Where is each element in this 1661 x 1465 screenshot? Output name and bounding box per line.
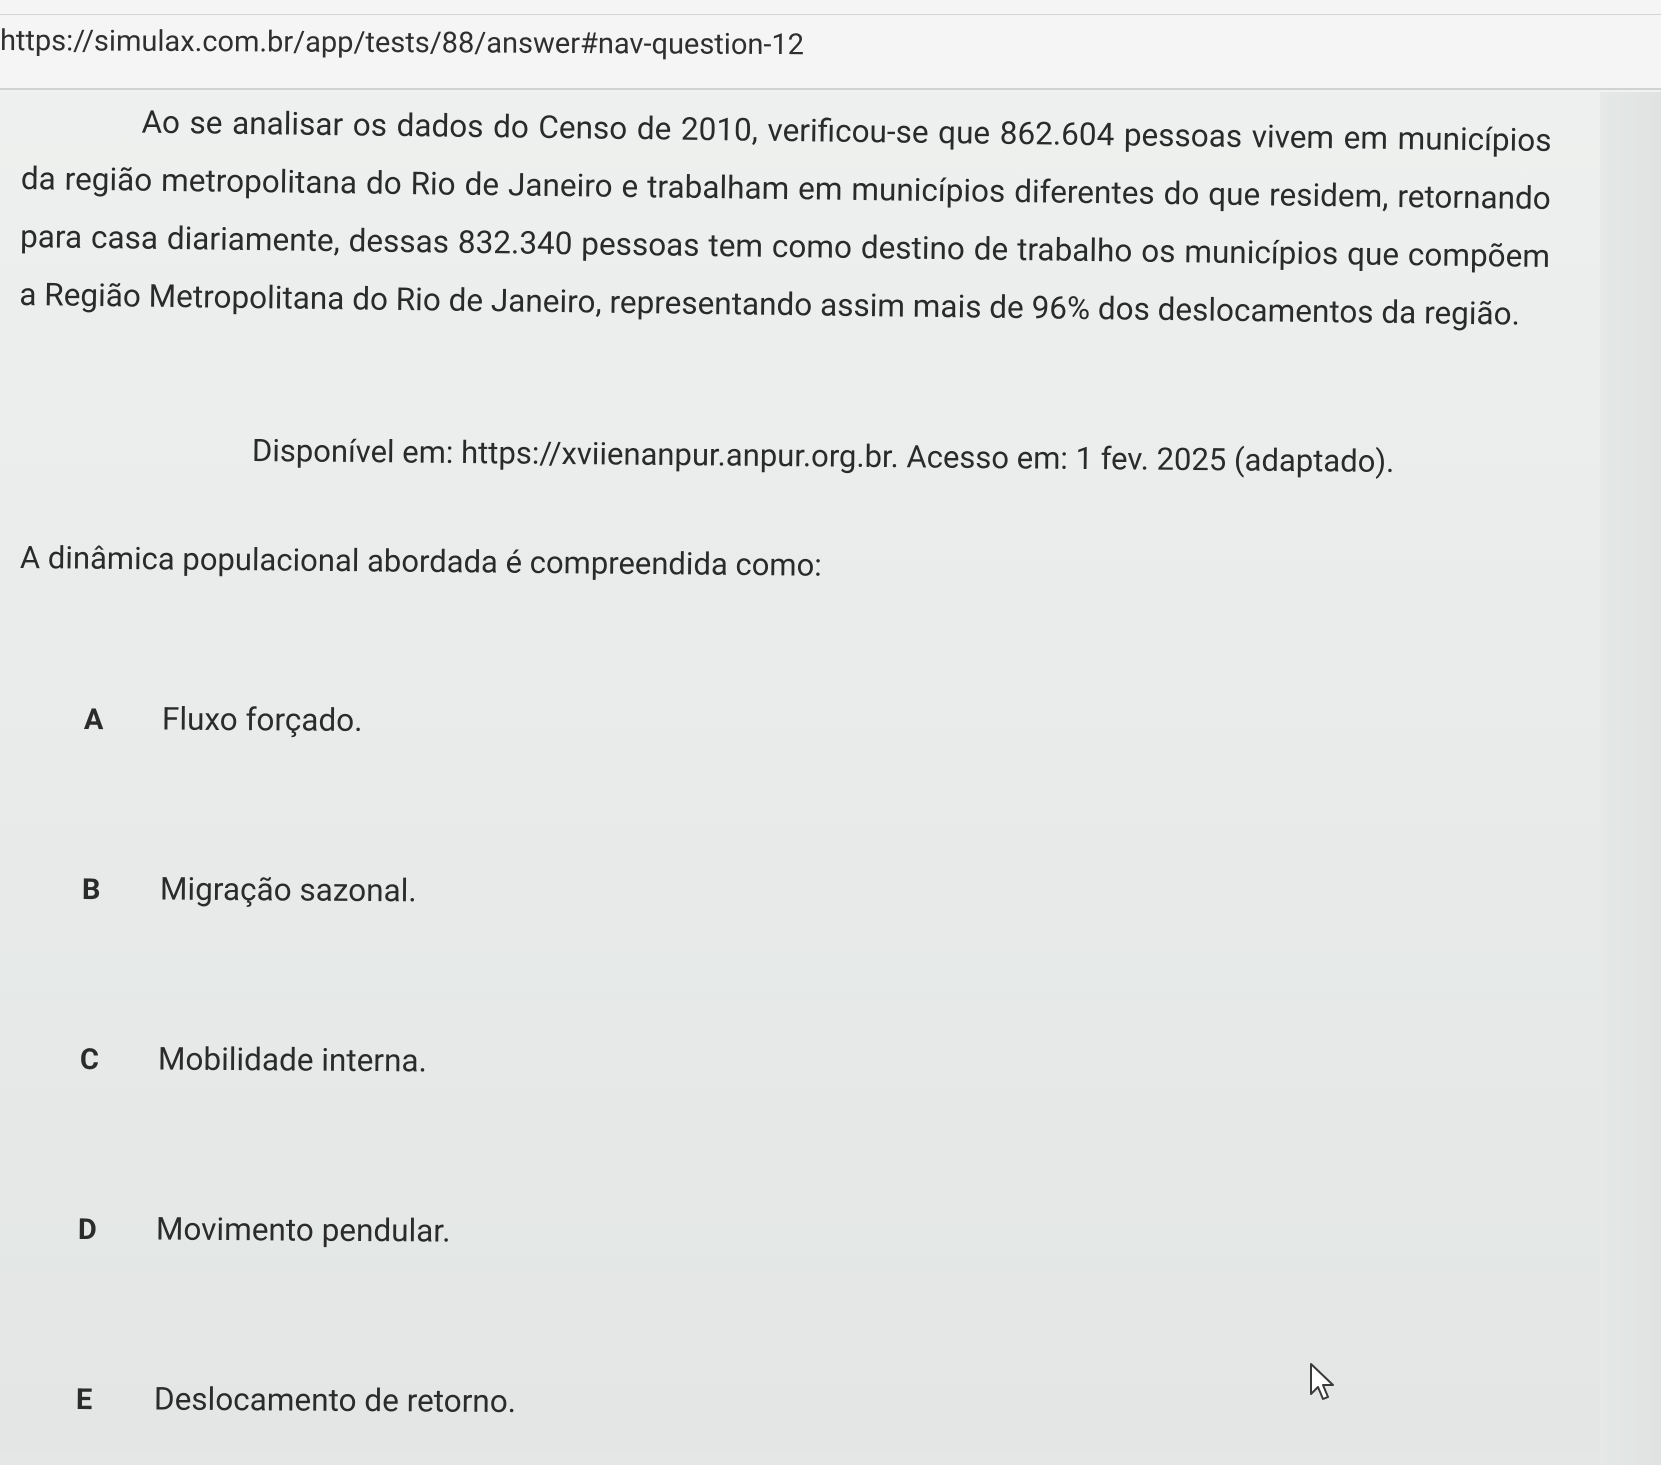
option-e-text: Deslocamento de retorno. [153, 1380, 517, 1421]
question-source: Disponível em: https://xviienanpur.anpur.org.br. Acesso em: 1 fev. 2025 (adaptado). [251, 432, 1395, 480]
option-d-text: Movimento pendular. [155, 1210, 451, 1250]
mouse-pointer-icon [1308, 1362, 1338, 1402]
question-panel [0, 92, 1600, 1452]
option-b-text: Migração sazonal. [159, 870, 417, 910]
option-a-letter: A [83, 703, 104, 738]
address-bar-url[interactable]: https://simulax.com.br/app/tests/88/answer#nav-question-12 [0, 24, 805, 63]
address-bar[interactable] [0, 0, 1661, 90]
option-a-text: Fluxo forçado. [161, 700, 363, 739]
address-bar-top-border [0, 14, 1661, 15]
option-b-letter: B [81, 873, 101, 908]
option-b[interactable] [82, 870, 417, 909]
option-c[interactable] [80, 1040, 427, 1079]
option-e-letter: E [75, 1383, 93, 1418]
option-d[interactable] [78, 1210, 451, 1250]
option-c-text: Mobilidade interna. [157, 1040, 428, 1080]
option-d-letter: D [77, 1213, 97, 1248]
question-prompt: A dinâmica populacional abordada é compreendida como: [19, 539, 822, 584]
option-e[interactable] [76, 1380, 516, 1420]
option-c-letter: C [79, 1043, 100, 1078]
option-a[interactable] [84, 700, 363, 739]
question-passage: Ao se analisar os dados do Censo de 2010, verificou-se que 862.604 pessoas vivem em municípios da região metropolitana do Rio de Janeiro e trabalham em municípios diferentes do que residem, retornando para casa diariamente, dessas 832.340 pessoas tem como destino de trabalho os municípios que compõem a Região Metropolitana do Rio de Janeiro, representando assim mais de 96% dos deslocamentos da região. [19, 103, 1552, 333]
page-right-margin [1600, 92, 1661, 1465]
